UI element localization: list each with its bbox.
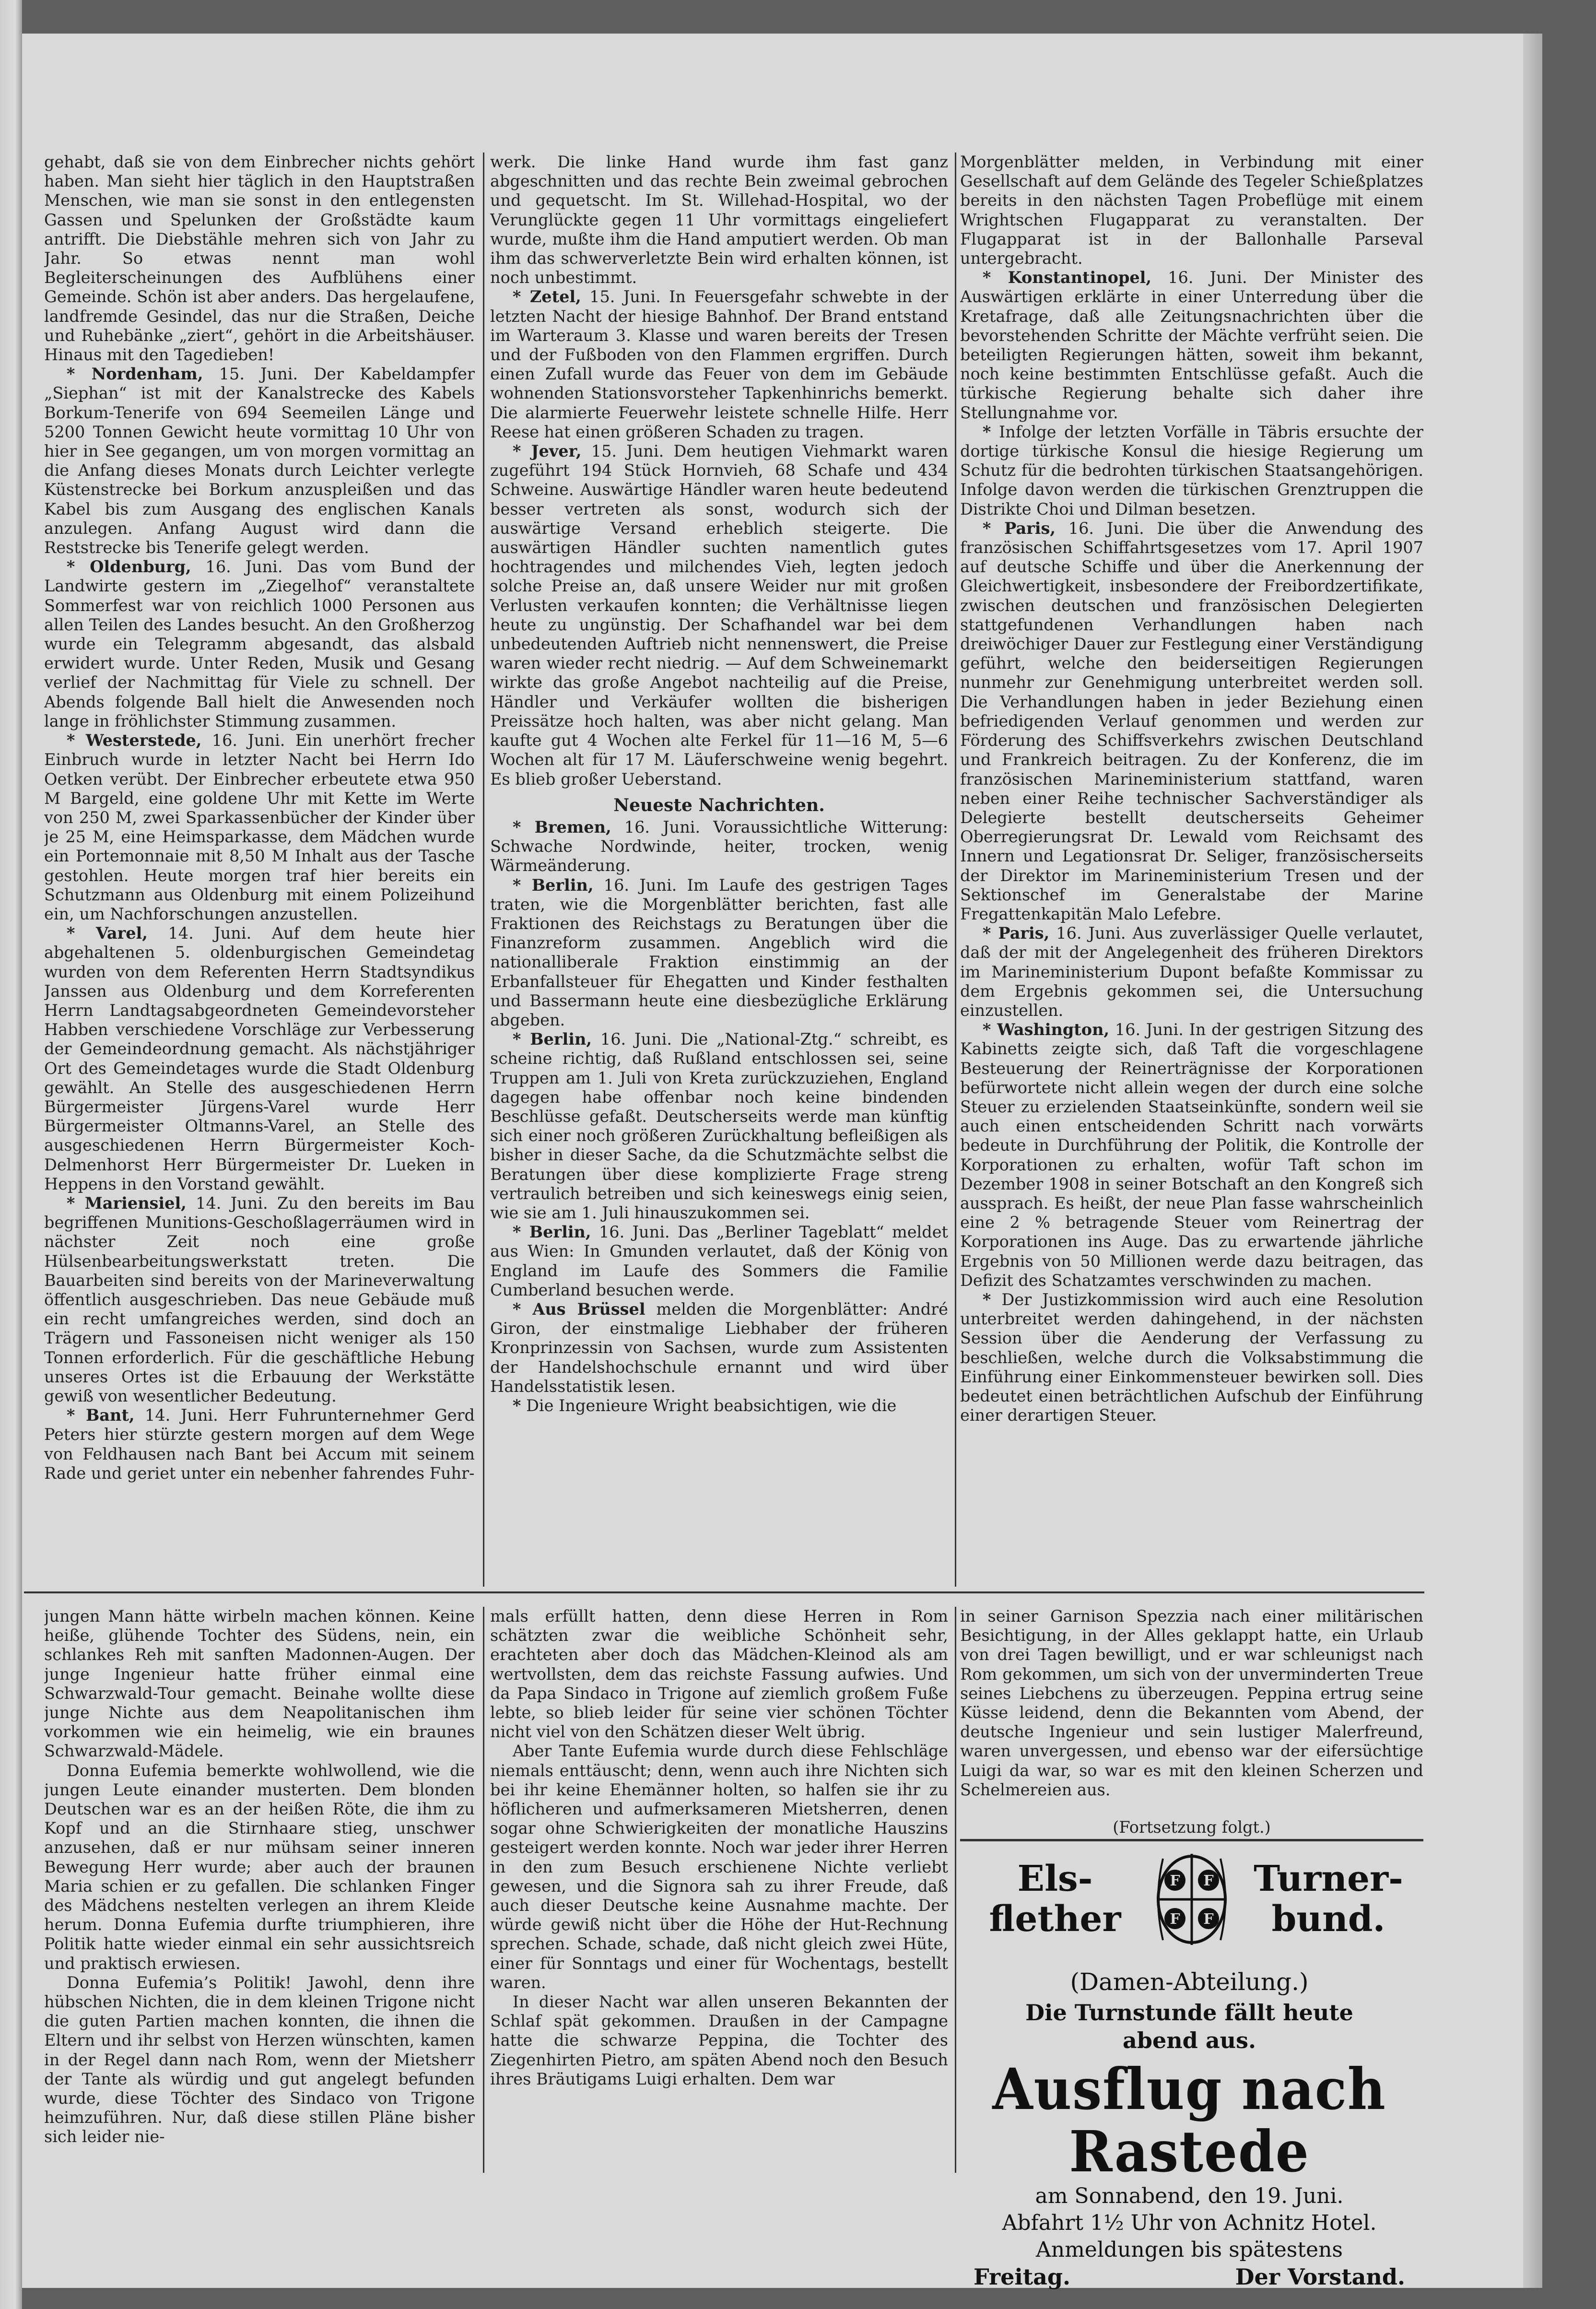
dateline: * Aus Brüssel	[512, 1299, 645, 1319]
ad-registration: Anmeldungen bis spätestens	[1035, 2238, 1343, 2262]
article-text: mals erfüllt hatten, denn diese Herren in Rom schätzten zwar die weibliche Schönheit sehr, erachteten aber doch das Mädchen-Kleinod als am wertvollsten, dem das reichste Fassung aufwies. Und da Papa Sindaco in Trigone auf ziemlich großem Fuße lebte, so blieb leider für seine vier schönen Töchter nicht viel von den Schätzen dieser Welt übrig.	[490, 1607, 948, 1742]
feuilleton-separator	[24, 1591, 1424, 1593]
dateline: * Oldenburg,	[66, 557, 191, 577]
article-paragraph	[44, 731, 475, 924]
article-paragraph	[960, 423, 1423, 519]
dateline: * Paris,	[982, 924, 1050, 943]
column-rule	[955, 1607, 956, 2173]
dateline: * Washington,	[982, 1020, 1110, 1039]
article-paragraph	[490, 1742, 948, 1992]
feuilleton-column-1	[44, 1607, 475, 2173]
news-column-1	[44, 153, 475, 1587]
dateline: * Berlin,	[512, 1223, 591, 1242]
dateline: * Mariensiel,	[66, 1193, 187, 1213]
ad-deadline: Freitag.	[974, 2264, 1071, 2290]
dateline: * Berlin,	[512, 875, 594, 895]
article-text: 14. Juni. Herr Fuhrunternehmer Gerd Peters hier stürzte gestern morgen auf dem Wege von Feldhausen nach Bant bei Accum mit seinem Rade und geriet unter ein nebenher fahrendes Fuhr-	[44, 1406, 475, 1483]
article-text: Donna Eufemia’s Politik! Jawohl, denn ihre hübschen Nichten, die in dem kleinen Trigone nicht die guten Partien machen konnten, die ihnen die Eltern und ihr selbst von Herzen wünschten, kamen in der Regel dann nach Rom, wenn der Mietsherr der Tante als würdig und gut angelegt befunden wurde, diese Töchter des Sindaco von Trigone heimzuführen. Nur, daß diese stillen Pläne bisher sich leider nie-	[44, 1973, 475, 2146]
article-text: Morgenblätter melden, in Verbindung mit einer Gesellschaft auf dem Gelände des Tegeler Schießplatzes bereits in den nächsten Tagen Probeflüge mit einem Wrightschen Flugapparat zu veranstalten. Der Flugapparat ist in der Ballonhalle Parseval untergebracht.	[960, 153, 1423, 268]
article-text: Donna Eufemia bemerkte wohlwollend, wie die jungen Leute einander musterten. Dem blonden Deutschen war es an der heißen Röte, die ihm zu Kopf und an die Stirnhaare stieg, unschwer anzusehen, daß er nur mühsam seiner inneren Bewegung Herr wurde; aber auch der braunen Maria schien er zu gefallen. Die schlanken Finger des Mädchens nestelten verlegen an ihrem Kleide herum. Donna Eufemia durfte triumphieren, ihre Politik hatte wieder einmal ein sehr aussichtsreich und praktisch erwiesen.	[44, 1761, 475, 1973]
ad-main-heading: Ausflug nach Rastede	[992, 2056, 1386, 2185]
article-paragraph	[44, 365, 475, 557]
dateline: * Paris,	[982, 518, 1056, 538]
feuilleton-column-3	[960, 1607, 1423, 1818]
book-edge	[0, 0, 22, 2309]
article-paragraph	[960, 153, 1423, 268]
article-paragraph	[490, 1223, 948, 1300]
article-text: 16. Juni. In der gestrigen Sitzung des Kabinetts zeigte sich, daß Taft die vorgeschlagene Besteuerung der Reinerträgnisse der Korporationen befürwortete nicht allein wegen der durch eine solche Steuer zu erzielenden Staatseinkünfte, sondern weil sie auch einen entscheidenden Schritt nach vorwärts bedeute in Durchführung der Politik, die Kontrolle der Korporationen zu erhalten, wofür Taft schon im Dezember 1908 in seiner Botschaft an den Kongreß sich aussprach. Es heißt, der neue Plan fasse wahrscheinlich eine 2 % betragende Steuer vom Reinertrag der Korporationen ins Auge. Das zu erwartende jährliche Ergebnis von 50 Millionen werde dazu beitragen, das Defizit des Schatzamtes verschwinden zu machen.	[960, 1020, 1423, 1290]
ad-signature: Der Vorstand.	[1235, 2264, 1405, 2290]
article-paragraph	[44, 1607, 475, 1761]
article-paragraph	[44, 153, 475, 365]
column-rule	[483, 153, 484, 1587]
dateline: * Jever,	[512, 442, 582, 461]
article-paragraph	[44, 1406, 475, 1483]
article-text: 16. Juni. Ein unerhört frecher Einbruch wurde in letzter Nacht bei Herrn Ido Oetken verübt. Der Einbrecher erbeutete etwa 950 M Bargeld, eine goldene Uhr mit Kette im Werte von 250 M, zwei Sparkassenbücher der Kinder über je 25 M, eine Heimsparkasse, dem Mädchen wurde ein Portemonnaie mit 8,50 M Inhalt aus der Tasche gestohlen. Heute morgen traf hier bereits ein Schutzmann aus Oldenburg mit einem Polizeihund ein, um Nachforschungen anzustellen.	[44, 731, 475, 923]
column-rule	[483, 1607, 484, 2173]
article-text: Infolge der letzten Vorfälle in Täbris ersuchte der dortige türkische Konsul die hiesige Regierung um Schutz für die bedrohten türkischen Staatsangehörigen. Infolge davon werden die türkischen Grenztruppen die Distrikte Choi und Dilman besetzen.	[960, 422, 1423, 518]
ad-departure: Abfahrt 1½ Uhr von Achnitz Hotel.	[1002, 2211, 1377, 2235]
article-text: 14. Juni. Auf dem heute hier abgehaltenen 5. oldenburgischen Gemeindetag wurden von dem Referenten Herrn Stadtsyndikus Janssen aus Oldenburg und dem Korreferenten Herrn Landtagsabgeordneten Gemeindevorsteher Habben verschiedene Vorschläge zur Verbesserung der Gemeindeordnung gemacht. Als nächstjähriger Ort des Gemeindetages wurde die Stadt Oldenburg gewählt. An Stelle des ausgeschiedenen Herrn Bürgermeister Jürgens-Varel wurde Herr Bürgermeister Oltmanns-Varel, an Stelle des ausgeschiedenen Herrn Bürgermeister Koch-Delmenhorst Herr Bürgermeister Dr. Lueken in Heppens in den Vorstand gewählt.	[44, 924, 475, 1193]
dateline: *	[512, 1396, 521, 1415]
article-text: jungen Mann hätte wirbeln machen können. Keine heiße, glühende Tochter des Südens, nein, ein schlankes Reh mit sanften Madonnen-Augen. Der junge Ingenieur hatte früher einmal eine Schwarzwald-Tour gemacht. Beinahe wollte diese junge Nichte aus dem Neapolitanischen ihm vorkommen wie ein heimelig, wie ein braunes Schwarzwald-Mädele.	[44, 1607, 475, 1761]
ad-subtitle: (Damen-Abteilung.)	[1070, 1968, 1309, 1996]
svg-text:F: F	[1203, 1873, 1214, 1889]
article-text: Der Justizkommission wird auch eine Resolution unterbreitet werden dahingehend, in der nächsten Session über die Aenderung der Verfassung zu beschließen, welche durch die Volksabstimmung die Einführung einer Einkommensteuer bewirken soll. Dies bedeutet einen beträchtlichen Aufschub der Einführung einer derartigen Steuer.	[960, 1290, 1423, 1425]
news-column-3	[960, 153, 1423, 1587]
dateline: * Nordenham,	[66, 365, 203, 384]
article-paragraph	[490, 1607, 948, 1742]
dateline: * Bremen,	[512, 817, 611, 836]
article-paragraph	[490, 1992, 948, 2089]
article-text: 16. Juni. Das vom Bund der Landwirte gestern im „Ziegelhof“ veranstaltete Sommerfest war von reichlich 1000 Personen aus allen Teilen des Landes besucht. An den Großherzog wurde ein Telegramm abgesandt, das alsbald erwidert wurde. Unter Reden, Musik und Gesang verlief der Nachmittag für Viele zu schnell. Der Abends folgende Ball hielt die Anwesenden noch lange in fröhlichster Stimmung zusammen.	[44, 557, 475, 730]
article-text: In dieser Nacht war allen unseren Bekannten der Schlaf spät gekommen. Draußen in der Campagne hatte die schwarze Peppina, die Tochter des Ziegenhirten Pietro, am späten Abend noch den Besuch ihres Bräutigams Luigi erhalten. Dem war	[490, 1992, 948, 2088]
dateline: * Varel,	[66, 924, 148, 943]
article-text: 15. Juni. Dem heutigen Viehmarkt waren zugeführt 194 Stück Hornvieh, 68 Schafe und 434 Schweine. Auswärtige Händler waren heute bedeutend besser vertreten als sonst, wodurch sich der auswärtige Versand erheblich steigerte. Die auswärtigen Händler suchten namentlich gutes hochtragendes und milchendes Vieh, legten jedoch solche Preise an, daß unsere Weider nur mit großen Verlusten verkaufen konnten; die Verhältnisse liegen heute zu ungünstig. Der Schafhandel war bei dem unbedeutenden Auftrieb nicht nennenswert, die Preise waren wieder recht niedrig. — Auf dem Schweinemarkt wirkte das große Angebot nachteilig auf die Preise, Händler und Verkäufer wollten die bisherigen Preissätze hoch halten, was aber nicht gelang. Man kaufte gut 4 Wochen alte Ferkel für 11—16 M, 5—6 Wochen alt für 17 M. Läuferschweine wenig begehrt. Es blieb großer Ueberstand.	[490, 442, 948, 789]
ad-notice: Die Turnstunde fällt heute abend aus.	[1025, 2000, 1353, 2053]
dateline: *	[982, 1290, 991, 1309]
article-text: 14. Juni. Zu den bereits im Bau begriffenen Munitions-Geschoßlagerräumen wird in nächster Zeit noch eine große Hülsenbearbeitungswerkstatt treten. Die Bauarbeiten sind bereits von der Marineverwaltung öffentlich ausgeschrieben. Das neue Gebäude muß ein recht umfangreiches werden, sind doch an Trägern und Fassoneisen nicht weniger als 150 Tonnen erforderlich. Für die geschäftliche Hebung unseres Ortes ist die Erbauung der Werkstätte gewiß von wesentlicher Bedeutung.	[44, 1193, 475, 1405]
page-edge	[1523, 34, 1542, 2288]
article-paragraph	[960, 268, 1423, 423]
continued-note	[960, 1818, 1423, 1838]
article-text: 15. Juni. Der Kabeldampfer „Siephan“ ist mit der Kanalstrecke des Kabels Borkum-Tenerife von 694 Seemeilen Länge und 5200 Tonnen Gewicht heute vormittag 10 Uhr von hier in See gegangen, um von morgen vormittag an die Anfang dieses Monats durch Leichter verlegte Küstenstrecke bei Borkum anzuspleißen und das Kabel bis zum Ausgang des englischen Kanals anzulegen. Anfang August wird dann die Reststrecke bis Tenerife gelegt werden.	[44, 365, 475, 557]
article-paragraph	[44, 1194, 475, 1406]
article-paragraph	[960, 1607, 1423, 1800]
article-text: 15. Juni. In Feuersgefahr schwebte in der letzten Nacht der hiesige Bahnhof. Der Brand entstand im Warteraum 3. Klasse und waren bereits der Tresen und der Fußboden von den Flammen ergriffen. Durch einen Zufall wurde das Feuer von dem im Gebäude wohnenden Stationsvorsteher Tapkenhinrichs bemerkt. Die alarmierte Feuerwehr leistete schnelle Hilfe. Herr Reese hat einen größeren Schaden zu tragen.	[490, 287, 948, 441]
article-text: 16. Juni. Aus zuverlässiger Quelle verlautet, daß der mit der Angelegenheit des früheren Direktors im Marineministerium Dupont befaßte Kommissar zu dem Ergebnis gekommen sei, die Untersuchung einzustellen.	[960, 924, 1423, 1020]
article-paragraph	[490, 1396, 948, 1415]
article-paragraph	[44, 1761, 475, 1973]
column-rule	[955, 153, 956, 1587]
dateline: *	[982, 422, 991, 441]
article-text: 16. Juni. Die über die Anwendung des französischen Schiffahrtsgesetzes vom 17. April 1907 auf deutsche Schiffe und über die Anerkennung der Gleichwertigkeit, insbesondere der Freibordzertifikate, zwischen deutschen und französischen Delegierten stattgefundenen Verhandlungen haben nach dreiwöchiger Dauer zur Festlegung einer Verständigung geführt, welche den beiderseitigen Regierungen nunmehr zur Genehmigung unterbreitet werden soll. Die Verhandlungen haben in jeder Beziehung einen befriedigenden Verlauf genommen und werden zur Förderung des Schiffsverkehrs zwischen Deutschland und Frankreich beitragen. Zu der Konferenz, die im französischen Marineministerium stattfand, waren neben einer Reihe technischer Sachverständiger als Delegierte bestellt deutscherseits Geheimer Oberregierungsrat Dr. Lewald vom Reichsamt des Innern und Legationsrat Dr. Seliger, französischerseits der Direktor im Marineministerium Tresen und der Sektionschef im Generalstabe der Marine Fregattenkapitän Malo Lefebre.	[960, 518, 1423, 923]
article-text: 16. Juni. Im Laufe des gestrigen Tages traten, wie die Morgenblätter berichten, fast alle Fraktionen des Reichstags zu Beratungen über die Finanzreform zusammen. Angeblich wird die nationalliberale Fraktion einstimmig an der Erbanfallsteuer für Ehegatten und Kinder festhalten und Bassermann heute eine diesbezügliche Erklärung abgeben.	[490, 875, 948, 1029]
news-column-2	[490, 153, 948, 1587]
article-text: in seiner Garnison Spezzia nach einer militärischen Besichtigung, in der Alles geklappt hatte, ein Urlaub von drei Tagen bewilligt, und er war schleunigst nach Rom gekommen, um sich von der unverminderten Treue seines Liebchens zu überzeugen. Peppina ertrug seine Küsse leidend, denn die Bekannten vom Abend, der deutsche Ingenieur und sein lustiger Malerfreund, waren unvergessen, und ebenso war der eifersüchtige Luigi da war, so war es mit den kleinen Scherzen und Schelmereien aus.	[960, 1607, 1423, 1799]
ad-right-title: Turner- bund.	[1254, 1858, 1403, 1940]
section-heading: Neueste Nachrichten.	[613, 795, 825, 815]
article-text: Die Ingenieure Wright beabsichtigen, wie die	[526, 1396, 897, 1415]
article-paragraph	[44, 924, 475, 1194]
article-paragraph	[44, 1973, 475, 2147]
dateline: * Bant,	[66, 1406, 135, 1425]
article-text: 16. Juni. Das „Berliner Tageblatt“ meldet aus Wien: In Gmunden verlautet, daß der König von England im Laufe des Sommers die Familie Cumberland besuchen werde.	[490, 1223, 948, 1299]
article-paragraph	[960, 924, 1423, 1020]
article-paragraph	[490, 818, 948, 876]
article-paragraph	[960, 519, 1423, 924]
svg-text:F: F	[1170, 1911, 1180, 1928]
article-paragraph	[490, 153, 948, 287]
turner-cross-emblem-icon	[1149, 1844, 1235, 1955]
continued-text: (Fortsetzung folgt.)	[1113, 1818, 1271, 1837]
article-text: 16. Juni. Der Minister des Auswärtigen erklärte in einer Unterredung über die Kretafrage, daß alle Zeitungsnachrichten über die bevorstehenden Schritte der Mächte verfrüht seien. Die beteiligten Regierungen hätten, soweit ihm bekannt, noch keine bestimmten Entschlüsse gefaßt. Auch die türkische Regierung behalte sich daher ihre Stellungnahme vor.	[960, 268, 1423, 422]
article-paragraph	[490, 442, 948, 789]
dateline: * Zetel,	[512, 287, 581, 306]
article-text: werk. Die linke Hand wurde ihm fast ganz abgeschnitten und das rechte Bein zweimal gebrochen und gequetscht. Im St. Willehad-Hospital, wo der Verunglückte gegen 11 Uhr vormittags eingeliefert wurde, mußte ihm die Hand amputiert werden. Ob man ihm das schwerverletzte Bein wird erhalten können, ist noch unbestimmt.	[490, 153, 948, 287]
article-paragraph	[490, 287, 948, 442]
ad-left-title: Els- flether	[989, 1858, 1121, 1940]
svg-text:F: F	[1170, 1873, 1180, 1889]
article-paragraph	[960, 1290, 1423, 1425]
turnerbund-advertisement	[959, 1839, 1420, 2290]
dateline: * Konstantinopel,	[982, 268, 1152, 287]
ad-date: am Sonnabend, den 19. Juni.	[1035, 2184, 1344, 2208]
article-text: gehabt, daß sie von dem Einbrecher nichts gehört haben. Man sieht hier täglich in den Hauptstraßen Menschen, wie man sie sonst in den entlegensten Gassen und Spelunken der Großstädte kaum antrifft. Die Diebstähle mehren sich von Jahr zu Jahr. So etwas nennt man wohl Begleiterscheinungen des Aufblühens einer Gemeinde. Schön ist aber anders. Das hergelaufene, landfremde Gesindel, das nur die Straßen, Deiche und Ruhebänke „ziert“, gehört in die Arbeitshäuser. Hinaus mit den Tagedieben!	[44, 153, 475, 365]
article-text: Aber Tante Eufemia wurde durch diese Fehlschläge niemals enttäuscht; denn, wenn auch ihre Nichten sich bei ihr keine Ehemänner holten, so halfen sie ihr zu höflicheren und aufmerksameren Mietsherren, denen sogar ohne Schwierigkeiten der monatliche Hauszins gesteigert werden konnte. Noch war jeder ihrer Herren in den zum Besuch erschienene Nichte verliebt gewesen, und die Signora sah zu ihrer Freude, daß auch dieser Deutsche keine Ausnahme machte. Der würde gewiß nicht über die Höhe der Hut-Rechnung sprechen. Schade, schade, daß nicht gleich zwei Hüte, einer für Sonntags und einer für Wochentags, bestellt waren.	[490, 1742, 948, 1992]
article-paragraph	[490, 1030, 948, 1223]
dateline: * Berlin,	[512, 1030, 592, 1049]
svg-text:F: F	[1203, 1911, 1214, 1928]
article-paragraph	[490, 876, 948, 1030]
article-paragraph	[44, 557, 475, 731]
article-paragraph	[960, 1020, 1423, 1290]
dateline: * Westerstede,	[66, 731, 202, 750]
article-text: 16. Juni. Voraussichtliche Witterung: Schwache Nordwinde, heiter, trocken, wenig Wärmeänderung.	[490, 817, 948, 875]
article-text: melden die Morgenblätter: André Giron, der einstmalige Liebhaber der früheren Kronprinzessin von Sachsen, wurde zum Assistenten der Handelshochschule ernannt und wird über Handelsstatistik lesen.	[490, 1299, 948, 1396]
article-paragraph	[490, 1300, 948, 1396]
feuilleton-column-2	[490, 1607, 948, 2173]
article-text: 16. Juni. Die „National-Ztg.“ schreibt, es scheine richtig, daß Rußland entschlossen sei, seine Truppen am 1. Juli von Kreta zurückzuziehen, England dagegen habe offenbar noch keine bindenden Beschlüsse gefaßt. Deutscherseits werde man künftig sich einer noch größeren Zurückhaltung befleißigen als bisher in dieser Sache, da die Schutzmächte selbst die Beratungen über diese komplizierte Frage streng vertraulich betreiben und sich keineswegs einig seien, wie sie am 1. Juli hinauszukommen sei.	[490, 1030, 948, 1222]
